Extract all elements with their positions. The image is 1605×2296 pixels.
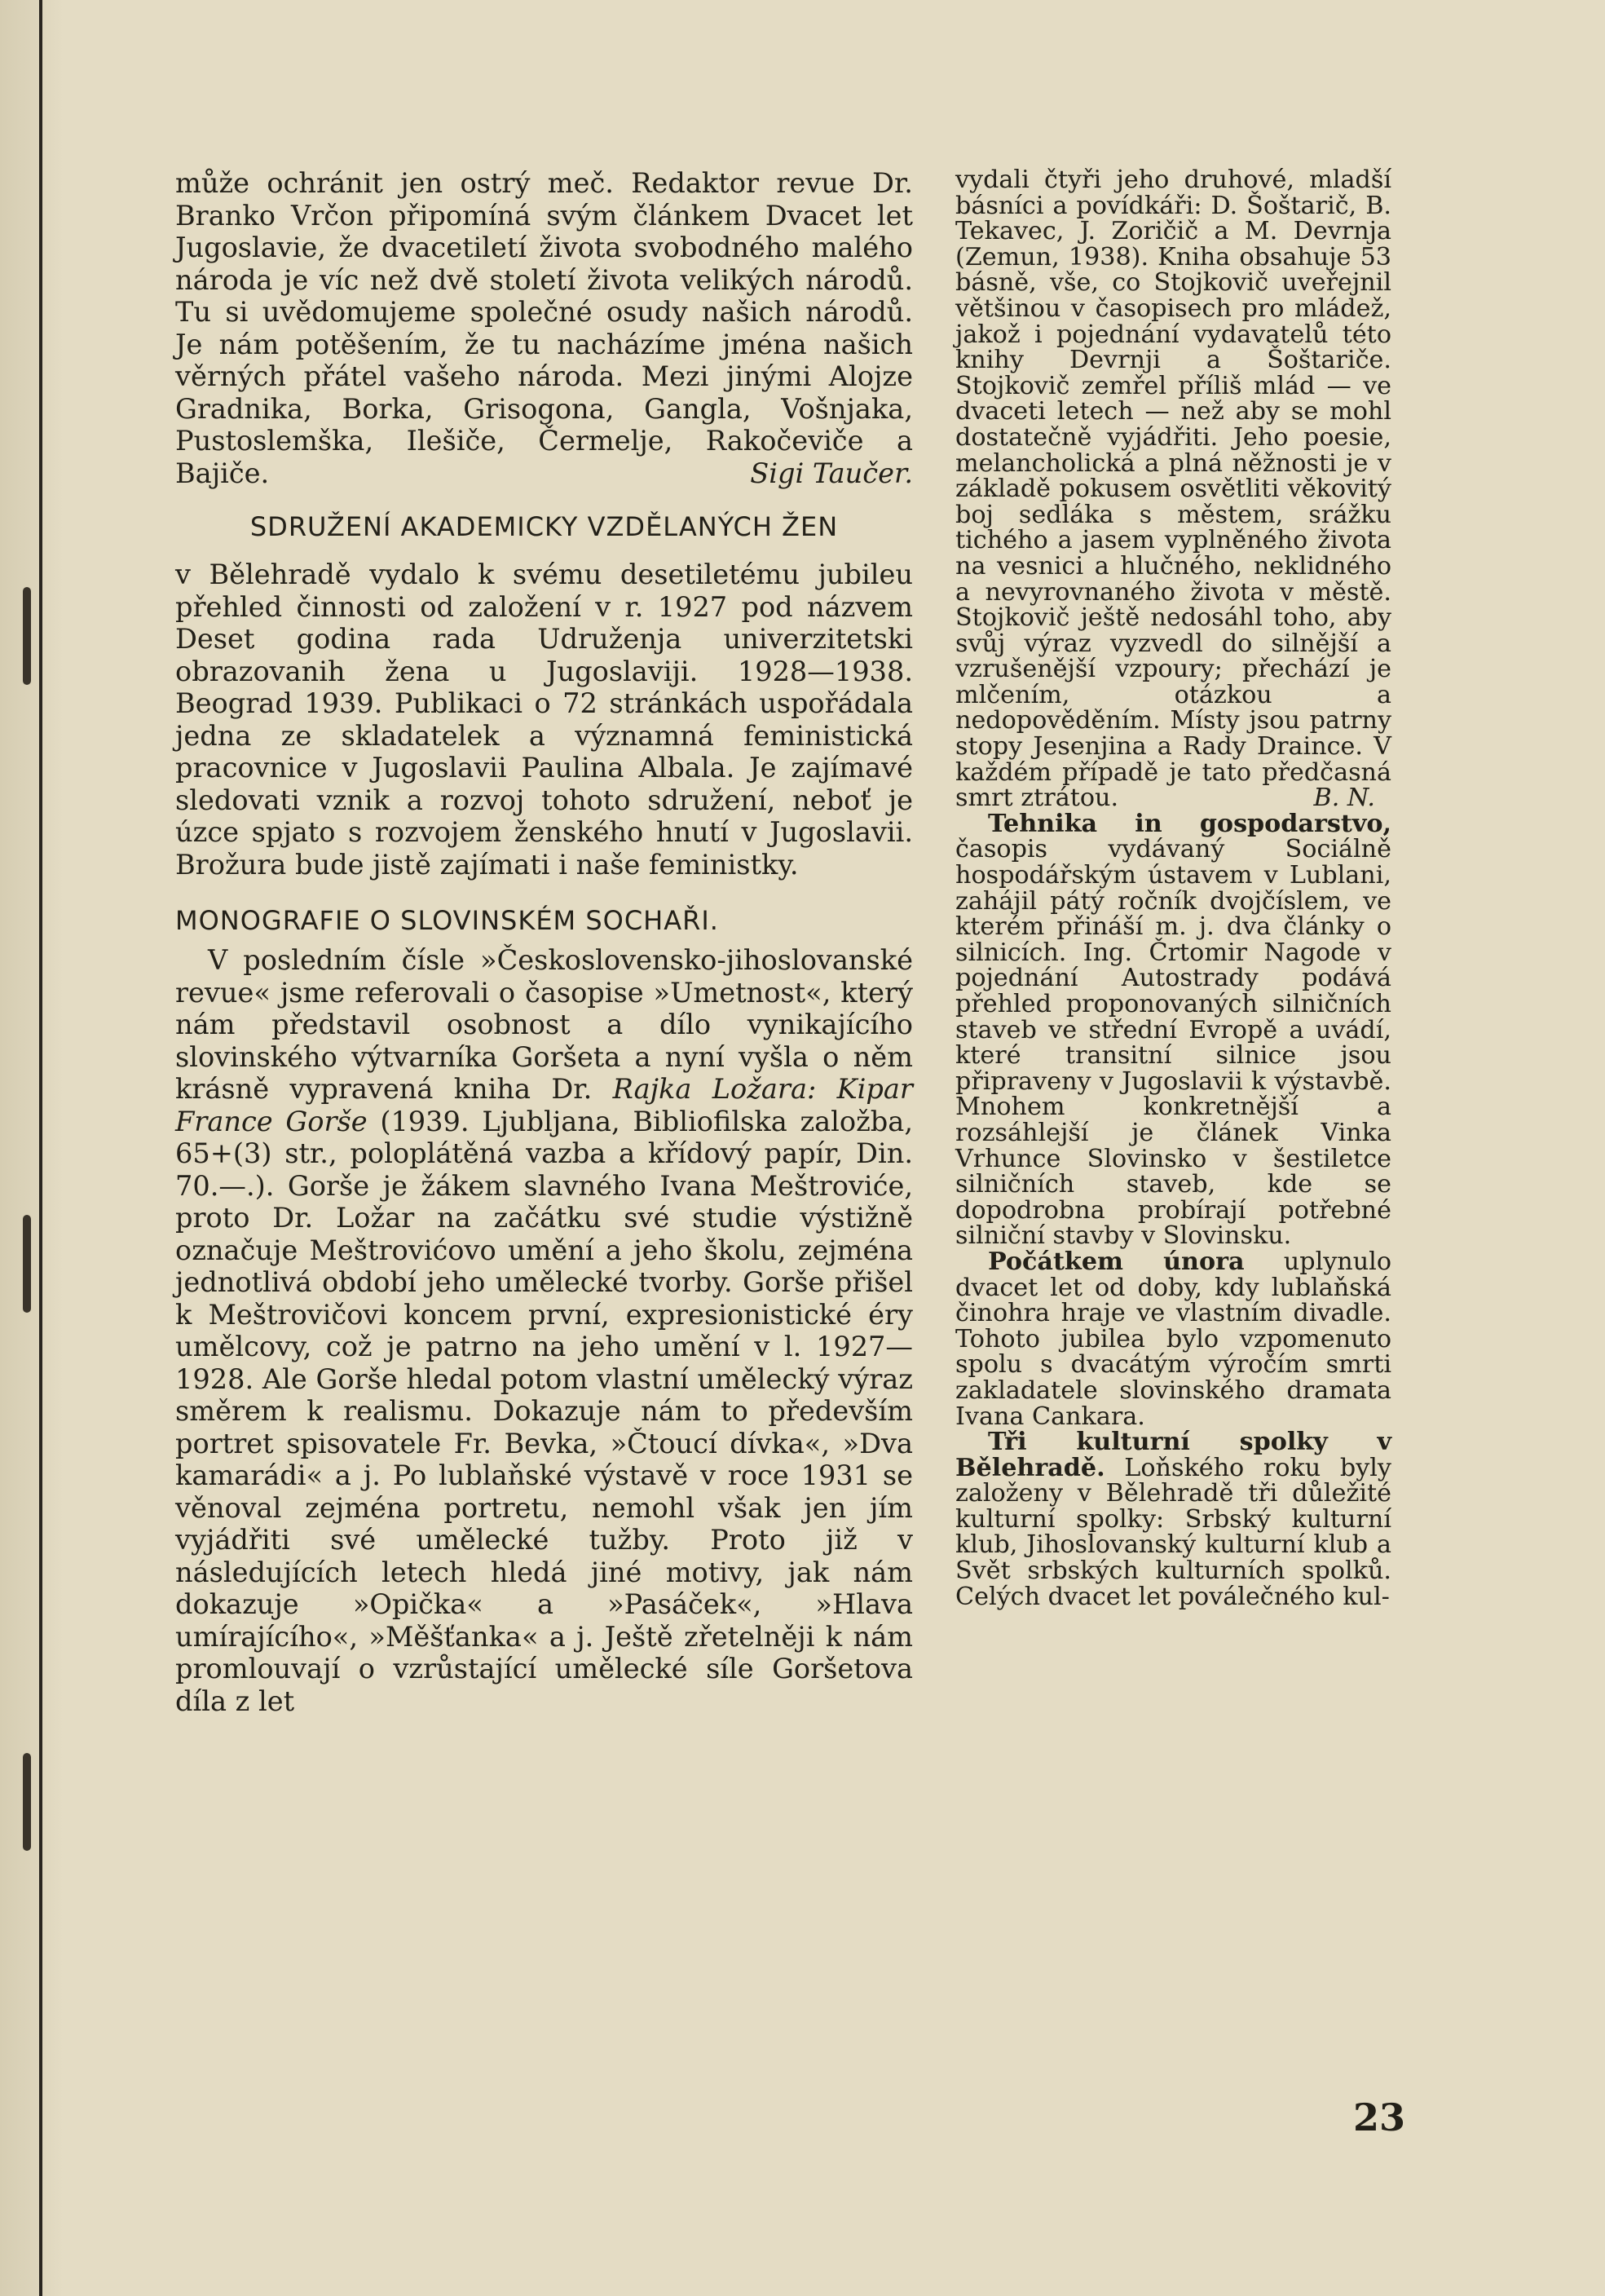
stojkovic-signature: B. N.: [1313, 784, 1375, 813]
paragraph-pocatkem: [955, 1249, 1391, 1429]
page-number: 23: [1353, 2095, 1406, 2139]
paragraph-monografie: [175, 944, 913, 1717]
tehnika-text: časopis vydávaný Sociálně hospodářským ústavem v Lublani, zahájil pátý ročník dvojčíslem, ve kterém přináší m. j. dva články o silnicích. Ing. Črtomir Nagode v pojednání Autostrady podává přehled proponovaných silničních staveb ve střední Evropě a uvádí, které transitní silnice jsou připraveny v Jugoslavii k výstavbě. Mnohem konkretnější a rozsáhlejší je článek Vinka Vrhunce Slovinsko v šestiletce silničních staveb, kde se dopodrobna probírají potřebné silniční stavby v Slovinsku.: [955, 835, 1391, 1251]
book-title: Rajka Ložara: Kipar France Gorše: [175, 1073, 913, 1137]
monografie-text-a: V posledním čísle »Československo-jihoslovanské revue« jsme referovali o časopise »Umetnost«, který nám představil osobnost a dílo vynikajícího slovinského výtvarníka Goršeta a nyní vyšla o něm krásně vypravená kniha Dr.: [175, 944, 913, 1105]
binding-mark: [23, 1753, 31, 1851]
paragraph-tehnika: [955, 811, 1391, 1249]
binding-mark: [23, 1215, 31, 1313]
spolky-text: Loňského roku byly založeny v Bělehradě tři důležité kulturní spolky: Srbský kulturní klub, Jihoslovanský kulturní klub a Svět srbských kulturních spolků. Celých dvacet let poválečného kul-: [955, 1453, 1391, 1611]
heading-monografie: MONOGRAFIE O SLOVINSKÉM SOCHAŘI.: [175, 905, 719, 936]
intro-text: může ochránit jen ostrý meč. Redaktor revue Dr. Branko Vrčon připomíná svým článkem Dvacet let Jugoslavie, že dvacetiletí života svobodného malého národa je víc než dvě století života velikých národů. Tu si uvědomujeme společné osudy našich národů. Je nám potěšením, že tu nacházíme jména našich věrných přátel vašeho národa. Mezi jinými Alojze Gradnika, Borka, Grisogona, Gangla, Vošnjaka, Pustoslemška, Ilešiče, Čermelje, Rakočeviče a Bajiče.: [175, 167, 913, 489]
page-binding-edge: [0, 0, 64, 2296]
paragraph-spolky: [955, 1429, 1391, 1609]
binding-mark: [23, 587, 31, 685]
monografie-text-b: (1939. Ljubljana, Bibliofilska založba, 65+(3) str., poloplátěná vazba a křídový papír, Din. 70.—.). Gorše je žákem slavného Ivana Meštroviće, proto Dr. Ložar na začátku své studie výstižně označuje Meštrovićovo umění a jeho školu, zejména jednotlivá období jeho umělecké tvorby. Gorše přišel k Meštrovičovi koncem první, expresionistické éry umělcovy, což je patrno na jeho umění v l. 1927—1928. Ale Gorše hledal potom vlastní umělecký výraz směrem k realismu. Dokazuje nám to především portret spisovatele Fr. Bevka, »Čtoucí dívka«, »Dva kamarádi« a j. Po lublaňské výstavě v roce 1931 se věnoval zejména portretu, nemohl však jen jím vyjádřiti své umělecké tužby. Proto již v následujících letech hledá jiné motivy, jak nám dokazuje »Opička« a »Pasáček«, »Hlava umírajícího«, »Měšťanka« a j. Ještě zřetelněji k nám promlouvají o vzrůstající umělecké síle Goršetova díla z let: [175, 1105, 913, 1717]
pocatkem-text: uplynulo dvacet let od doby, kdy lublaňská činohra hraje ve vlastním divadle. Tohoto jubilea bylo vzpomenuto spolu s dvacátým výročím smrti zakladatele slovinského dramata Ivana Cankara.: [955, 1247, 1391, 1431]
paragraph-sdruzeni: v Bělehradě vydalo k svému desetiletému jubileu přehled činnosti od založení v r. 1927 pod názvem Deset godina rada Udruženja univerzitetski obrazovanih žena u Jugoslaviji. 1928—1938. Beograd 1939. Publikaci o 72 stránkách uspořádala jedna ze skladatelek a významná feministická pracovnice v Jugoslavii Paulina Albala. Je zajímavé sledovati vznik a rozvoj tohoto sdružení, neboť je úzce spjato s rozvojem ženského hnutí v Jugoslavii. Brožura bude jistě zajímati i naše feministky.: [175, 559, 913, 881]
right-column: [955, 167, 1391, 1609]
stojkovic-text: vydali čtyři jeho druhové, mladší básníci a povídkáři: D. Šoštarič, B. Tekavec, J. Zoričič a M. Devrnja (Zemun, 1938). Kniha obsahuje 53 básně, vše, co Stojkovič uveřejnil většinou v časopisech pro mládež, jakož i pojednání vydavatelů této knihy Devrnji a Šoštariče. Stojkovič zemřel příliš mlád — ve dvaceti letech — než aby se mohl dostatečně vyjádřiti. Jeho poesie, melancholická a plná něžnosti je v základě pokusem osvětliti věkovitý boj sedláka s městem, srážku tichého a jasem vyplněného života na vesnici a hlučného, neklidného a nevyrovnaného života v městě. Stojkovič ještě nedosáhl toho, aby svůj výraz vyzvedl do silnější a vzrušenější vzpoury; přechází je mlčením, otázkou a nedopověděním. Místy jsou patrny stopy Jesenjina a Rady Draince. V každém případě je tato předčasná smrt ztrátou.: [955, 166, 1391, 813]
tehnika-lead: Tehnika in gospodarstvo,: [988, 809, 1391, 838]
binding-line: [39, 0, 42, 2296]
heading-sdruzeni: SDRUŽENÍ AKADEMICKY VZDĚLANÝCH ŽEN: [249, 511, 839, 542]
intro-signature: Sigi Taučer.: [750, 457, 913, 489]
left-column: [175, 167, 913, 1717]
pocatkem-lead: Počátkem února: [988, 1247, 1245, 1276]
intro-paragraph: [175, 167, 913, 489]
paragraph-stojkovic: [955, 167, 1391, 811]
spolky-lead: Tři kulturní spolky v Bělehradě.: [955, 1428, 1391, 1482]
